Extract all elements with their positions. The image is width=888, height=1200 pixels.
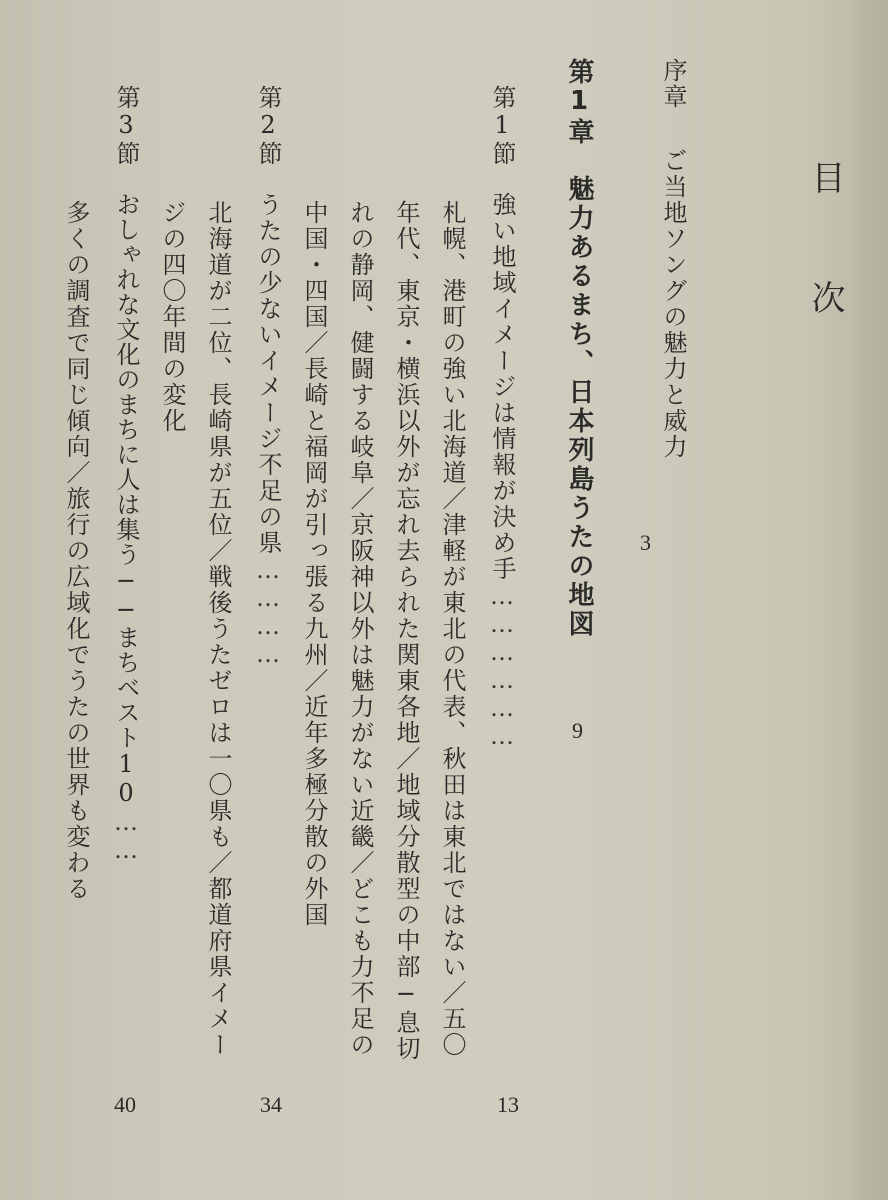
section2-page: 34 [260,1092,282,1117]
chapter1-page: 9 [572,718,583,743]
section3-title: おしゃれな文化のまちに人は集う──まちベスト10…… [112,192,140,864]
section2-body-line: ジの四〇年間の変化 [158,200,186,434]
section1-page: 13 [497,1092,519,1117]
prologue-page: 3 [640,530,651,555]
section2-title: うたの少ないイメージ不足の県………… [254,192,282,668]
section3-body-line: 多くの調査で同じ傾向／旅行の広域化でうたの世界も変わる [62,200,90,902]
page-title: 目 次 [805,160,845,340]
section1-label: 第1節 [488,85,516,167]
section3-label: 第3節 [112,85,140,167]
section1-title: 強い地域イメージは情報が決め手……………… [488,192,516,750]
section1-body-line: 中国・四国／長崎と福岡が引っ張る九州／近年多極分散の外国 [300,200,328,928]
section2-body-line: 北海道が二位、長崎県が五位／戦後うたゼロは一〇県も／都道府県イメー [204,200,232,1058]
section3-page: 40 [114,1092,136,1117]
section1-body-line: 年代、東京・横浜以外が忘れ去られた関東各地／地域分散型の中部─息切 [392,200,420,1062]
prologue-title: ご当地ソングの魅力と威力 [659,148,687,460]
chapter1-label: 第1章 [564,58,594,146]
prologue-label: 序章 [659,58,687,110]
section1-body-line: 札幌、港町の強い北海道／津軽が東北の代表、秋田は東北ではない／五〇 [438,200,466,1058]
section2-label: 第2節 [254,85,282,167]
section1-body-line: れの静岡、健闘する岐阜／京阪神以外は魅力がない近畿／どこも力不足の [346,200,374,1058]
page-edge-shadow [848,0,888,1200]
chapter1-title: 魅力あるまち、日本列島うたの地図 [564,175,594,639]
